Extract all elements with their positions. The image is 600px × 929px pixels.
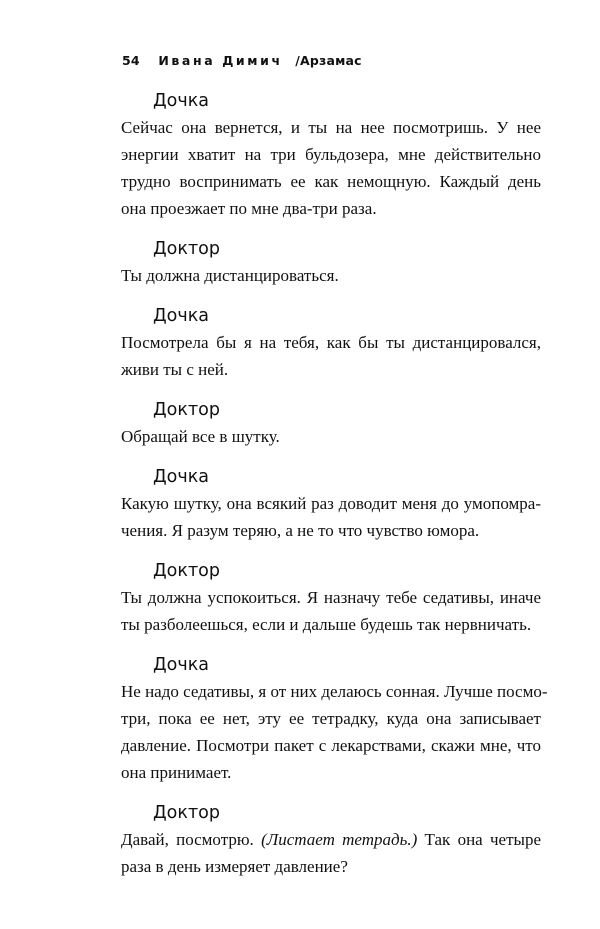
text-line: Какую шутку, она всякий раз доводит меня до умопомра- xyxy=(121,494,541,513)
text-segment: Давай, посмотрю. xyxy=(121,830,262,849)
dialogue-entry xyxy=(121,90,541,222)
text-line: раза в день измеряет давление? xyxy=(121,857,348,876)
text-line: живи ты с ней. xyxy=(121,360,229,379)
text-segment: Так она четыре xyxy=(417,830,541,849)
text-line xyxy=(121,826,541,853)
text-line: она проезжает по мне два-три раза. xyxy=(121,199,377,218)
dialogue-entry xyxy=(121,466,541,544)
dialogue-entry xyxy=(121,238,541,289)
stage-direction: (Листает тетрадь.) xyxy=(261,830,418,849)
text-line: Сейчас она вернется, и ты на нее посмотришь. У нее xyxy=(121,118,541,137)
dialogue-entry xyxy=(121,802,541,880)
text-line: трудно воспринимать ее как немощную. Каждый день xyxy=(121,172,541,191)
text-line: Посмотрела бы я на тебя, как бы ты дистанцировался, xyxy=(121,333,541,352)
dialogue-entry xyxy=(121,305,541,383)
dialogue-entry xyxy=(121,560,541,638)
speaker-name: Дочка xyxy=(153,306,210,326)
page-number: 54 xyxy=(122,53,140,68)
text-line: энергии хватит на три бульдозера, мне действительно xyxy=(121,145,541,164)
text-line: Ты должна дистанцироваться. xyxy=(121,266,339,285)
speaker-name: Дочка xyxy=(153,91,210,111)
text-line: ты разболеешься, если и дальше будешь так нервничать. xyxy=(121,615,532,634)
speaker-name: Доктор xyxy=(153,400,220,420)
dialogue-entry xyxy=(121,399,541,450)
dialogue-entry xyxy=(121,654,548,786)
running-head xyxy=(122,53,362,68)
text-line: три, пока ее нет, эту ее тетрадку, куда она записывает xyxy=(121,709,541,728)
speaker-name: Доктор xyxy=(153,803,220,823)
dialogue-text xyxy=(121,90,548,896)
text-line: она принимает. xyxy=(121,763,232,782)
speaker-name: Доктор xyxy=(153,561,220,581)
speaker-name: Доктор xyxy=(153,239,220,259)
text-line: Ты должна успокоиться. Я назначу тебе седативы, иначе xyxy=(121,588,541,607)
text-line: Обращай все в шутку. xyxy=(121,427,280,446)
publisher-name: /Арзамас xyxy=(295,53,362,68)
author-name: Ивана Димич xyxy=(158,53,283,68)
speaker-name: Дочка xyxy=(153,655,210,675)
text-line: чения. Я разум теряю, а не то что чувство юмора. xyxy=(121,521,480,540)
speaker-name: Дочка xyxy=(153,467,210,487)
text-line: давление. Посмотри пакет с лекарствами, скажи мне, что xyxy=(121,736,541,755)
text-line: Не надо седативы, я от них делаюсь сонная. Лучше посмо- xyxy=(121,682,548,701)
